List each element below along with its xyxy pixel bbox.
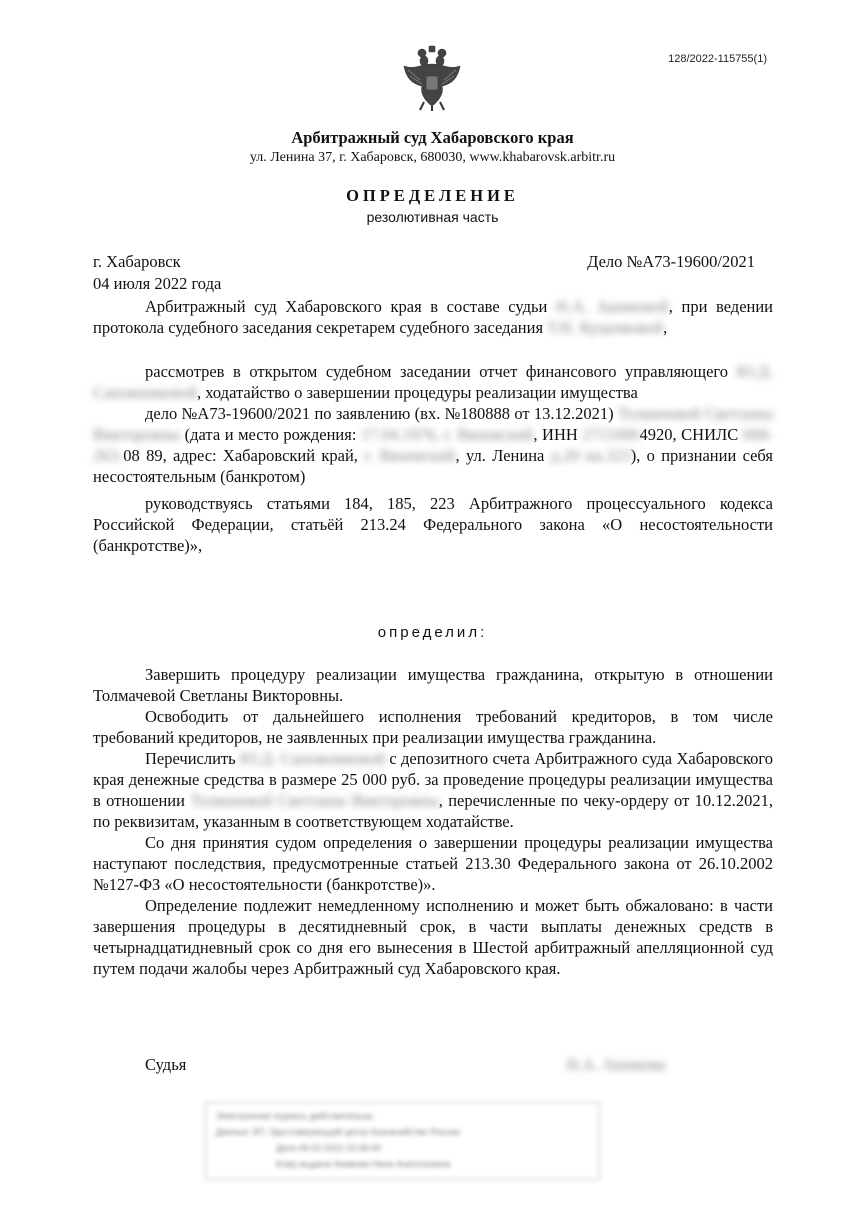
resolution-complete-procedure: Завершить процедуру реализации имущества гражданина, открытую в отношении Толмачевой Светланы Викторовны. (93, 665, 773, 705)
consideration-block (93, 361, 773, 556)
document-date: 04 июля 2022 года (93, 274, 222, 293)
redacted-debtor-name-2: Толмачевой Светланы Викторовны (190, 791, 439, 810)
court-name: Арбитражный суд Хабаровского края (291, 128, 574, 147)
resolution-release-obligations: Освободить от дальнейшего исполнения требований кредиторов, в том числе требований кредиторов, не заявленных при реализации имущества гражданина. (93, 707, 773, 747)
redacted-manager-name: Ю.Д. Сапожниковой (93, 362, 773, 402)
redacted-address-city: г. Вяземский (364, 446, 456, 465)
signature-line (145, 1055, 665, 1075)
document-title: ОПРЕДЕЛЕНИЕ (346, 186, 519, 205)
redacted-secretary-name: Т.Н. Куценковой (547, 318, 664, 337)
resolution-consequences: Со дня принятия судом определения о завершении процедуры реализации имущества наступают последствия, предусмотренные статьей 213.30 Федерального закона от 26.10.2002 №127-ФЗ «О несостоятельности (банкротстве)». (93, 833, 773, 894)
decided-heading: определил: (377, 624, 488, 641)
redacted-address-house: д.20 кв.323 (550, 446, 631, 465)
paragraph-consideration: рассмотрев в открытом судебном заседании отчет финансового управляющего Ю.Д. Сапожниковой, ходатайство о завершении процедуры реализации имущества (93, 362, 773, 402)
city: г. Хабаровск (93, 252, 181, 271)
resolution-transfer-funds: Перечислить Ю.Д. Сапожниковой с депозитного счета Арбитражного суда Хабаровского края денежные средства в размере 25 000 руб. за проведение процедуры реализации имущества в отношении Толмачевой Светланы Викторовны, перечисленные по чеку-ордеру от 10.12.2021, по реквизитам, указанным в соответствующем ходатайстве. (93, 749, 773, 831)
paragraph-legal-basis: руководствуясь статьями 184, 185, 223 Арбитражного процессуального кодекса Российской Федерации, статьёй 213.24 Федерального закона «О несостоятельности (банкротстве)», (93, 494, 773, 555)
redacted-judge-signature: Н.А. Акимова (566, 1055, 665, 1074)
redacted-birth-info: 17.04.1976, г. Вяземский (360, 425, 534, 444)
paragraph-court-composition: Арбитражный суд Хабаровского края в составе судьи Н.А. Акимовой, при ведении протокола судебного заседания секретарем судебного заседания Т.Н. Куценковой, (93, 297, 774, 337)
document-number: 128/2022-115755(1) (668, 53, 767, 65)
resolution-appeal: Определение подлежит немедленному исполнению и может быть обжаловано: в части завершения процедуры в десятидневный срок, в части выплаты денежных средств в четырнадцатидневный срок со дня его вынесения в Шестой арбитражный апелляционной суд путем подачи жалобы через Арбитражный суд Хабаровского края. (93, 896, 773, 978)
redacted-inn: 2711000 (582, 425, 640, 444)
city-case-line (93, 252, 755, 272)
electronic-signature-stamp (205, 1102, 600, 1180)
redacted-snils: 068-263- (93, 425, 774, 465)
case-number: Дело №А73-19600/2021 (587, 252, 755, 271)
document-subtitle: резолютивная часть (366, 209, 499, 225)
signature-label: Судья (145, 1055, 187, 1074)
stamp-line-1: Электронная подпись действительна. (216, 1111, 375, 1121)
redacted-manager-name-2: Ю.Д. Сапожниковой (240, 749, 385, 768)
stamp-line-2: Данные ЭП: Удостоверяющий центр Казначейство России (216, 1127, 460, 1137)
paragraph-case-details: дело №А73-19600/2021 по заявлению (вх. №180888 от 13.12.2021) Толмачевой Светланы Викторовны (дата и место рождения: 17.04.1976, г. Вяземский, ИНН 27110004920, СНИЛС 068-263-08 89, адрес: Хабаровский край, г. Вяземский, ул. Ленина д.20 кв.323), о признании себя несостоятельным (банкротом) (93, 404, 774, 486)
intro-block (93, 296, 773, 338)
coat-of-arms-emblem-icon (400, 44, 464, 112)
resolution-block (93, 664, 773, 979)
redacted-debtor-name: Толмачевой Светланы Викторовны (93, 404, 773, 444)
court-address: ул. Ленина 37, г. Хабаровск, 680030, www.khabarovsk.arbitr.ru (249, 150, 616, 165)
stamp-line-3: Дата 09.02.2022 23:46:00 (276, 1143, 382, 1153)
stamp-line-4: Кому выдана Акимова Нина Анатольевна (276, 1159, 451, 1169)
redacted-judge-name: Н.А. Акимовой (555, 297, 669, 316)
